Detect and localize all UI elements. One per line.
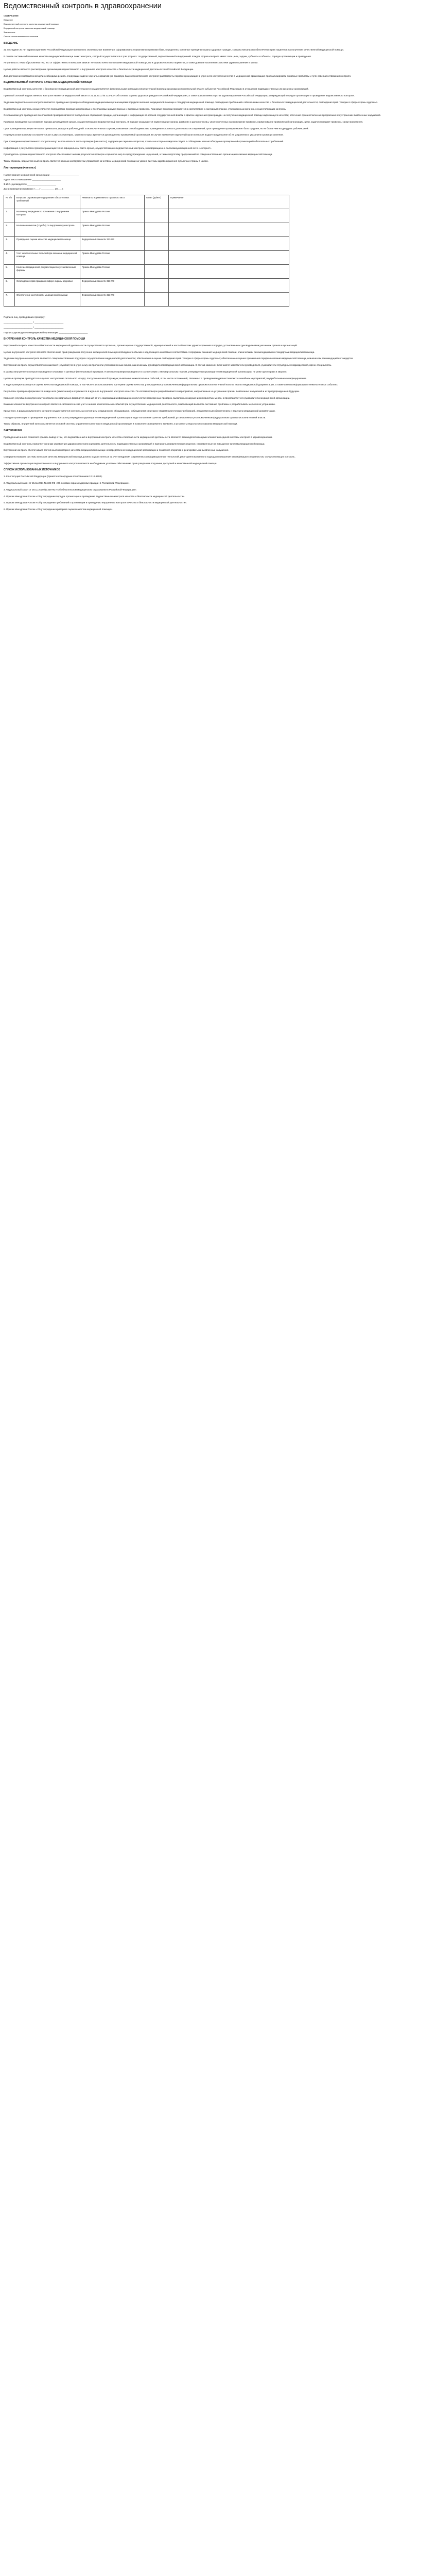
table-header-cell: № п/п [4, 195, 15, 209]
paragraph: Внутренний контроль осуществляется комиссией (службой) по внутреннему контролю или уполномоченным лицом, назначаемым руководителем медицинской организации. В состав комиссии включаются заместители руководителя, руководители структурных подразделений, врачи-специалисты. [4, 364, 332, 367]
paragraph: Задачами внутреннего контроля являются: совершенствование подходов к осуществлению медицинской деятельности; обеспечение и оценка соблюдения прав граждан в сфере охраны здоровья; обеспечение и оценка применения порядков оказания медицинской помощи, клинических рекомендаций и стандартов. [4, 357, 354, 360]
paragraph: Таким образом, ведомственный контроль является важным инструментом управления качеством медицинской помощи на уровне системы здравоохранения субъекта и страны в целом. [4, 160, 208, 162]
table-header-cell: Вопросы, отражающие содержание обязательных требований [15, 195, 80, 209]
table-header-cell: Примечание [169, 195, 289, 209]
paragraph: Актуальность темы обусловлена тем, что от эффективности контроля зависит не только качество оказания медицинской помощи, но и здоровье и жизнь пациентов, а также доверие населения к системе здравоохранения в целом. [4, 61, 258, 64]
paragraph: Совершенствование системы контроля качества медицинской помощи должно осуществляться за счет внедрения современных информационных технологий, риск-ориентированного подхода и повышения квалификации специалистов, осуществляющих контроль. [4, 455, 295, 459]
table-cell [145, 292, 169, 306]
paragraph: 4. Приказ Минздрава России «Об утверждении порядка организации и проведения ведомственного контроля качества и безопасности медицинской деятельности». [4, 495, 185, 498]
table-cell [145, 250, 169, 264]
table-row [4, 292, 289, 306]
checklist-table [4, 195, 289, 307]
table-cell: 1. [4, 209, 15, 223]
toc-item: Введение [4, 19, 13, 21]
table-row [4, 209, 289, 223]
toc-item: Ведомственный контроль качества медицинской помощи [4, 23, 59, 25]
table-cell: Соблюдение прав граждан в сфере охраны здоровья [15, 278, 80, 292]
paragraph: Правовой основой ведомственного контроля являются Федеральный закон от 21.11.2011 № 323-ФЗ «Об основах охраны здоровья граждан в Российской Федерации», а также приказ Министерства здравоохранения Российской Федерации, утверждающий порядок организации и проведения ведомственного контроля. [4, 94, 355, 97]
paragraph: 5. Приказ Минздрава России «Об утверждении требований к организации и проведению внутреннего контроля качества и безопасности медицинской деятельности». [4, 501, 187, 504]
table-cell: Обеспечение доступности медицинской помощи [15, 292, 80, 306]
signature-line: Подпись руководителя медицинской организации ______________________ [4, 331, 88, 334]
table-row [4, 278, 289, 292]
table-cell [169, 292, 289, 306]
form-line: Наименование медицинской организации ______________________ [4, 173, 79, 176]
document-body [4, 42, 432, 511]
document-page [0, 0, 436, 511]
table-row [4, 264, 289, 278]
table-cell: 7. [4, 292, 15, 306]
table-cell [169, 278, 289, 292]
paragraph: Комиссия (служба) по внутреннему контролю ежеквартально формирует сводный отчет, содержащий информацию о количестве проведенных проверок, выявленных нарушениях и принятых мерах, и представляет его руководителю медицинской организации. [4, 396, 290, 399]
table-cell: Учет нежелательных событий при оказании медицинской помощи [15, 250, 80, 264]
paragraph: Эффективная организация ведомственного и внутреннего контроля является необходимым условием обеспечения прав граждан на получение доступной и качественной медицинской помощи. [4, 462, 217, 465]
table-cell [145, 236, 169, 250]
table-cell: Приказ Минздрава России [80, 209, 145, 223]
paragraph: Ведомственный контроль осуществляется посредством проведения плановых и внеплановых документарных и выездных проверок. Плановые проверки проводятся в соответствии с ежегодным планом, утвержденным органом, осуществляющим контроль. [4, 107, 287, 110]
form-line: Дата проведения проверки «___» __________ 20___ г. [4, 187, 64, 190]
toc-item: Список использованных источников [4, 35, 38, 38]
table-cell: 2. [4, 223, 15, 236]
signature-line: ______________________ / ______________________ [4, 320, 64, 324]
paragraph: Для достижения поставленной цели необходимо решить следующие задачи: изучить нормативную правовую базу ведомственного контроля; рассмотреть порядок организации внутреннего контроля качества в медицинской организации; проанализировать основные проблемы и пути совершенствования контроля. [4, 74, 352, 77]
table-cell [145, 209, 169, 223]
paragraph: Проверка проводится на основании приказа руководителя органа, осуществляющего ведомственный контроль. В приказе указываются наименование органа, фамилии и должности лиц, уполномоченных на проведение проверки, наименование проверяемой организации, цели, задачи и предмет проверки, сроки проведения. [4, 120, 363, 123]
table-cell: Федеральный закон № 323-ФЗ [80, 236, 145, 250]
table-cell [169, 264, 289, 278]
table-row [4, 236, 289, 250]
table-header-cell: Реквизиты нормативного правового акта [80, 195, 145, 209]
paragraph: Целью работы является рассмотрение организации ведомственного и внутреннего контроля качества и безопасности медицинской деятельности в Российской Федерации. [4, 68, 194, 71]
table-cell: Наличие медицинской документации по установленным формам [15, 264, 80, 278]
table-cell: Проведение оценки качества медицинской помощи [15, 236, 80, 250]
section-heading-vnutr: ВНУТРЕННИЙ КОНТРОЛЬ КАЧЕСТВА МЕДИЦИНСКОЙ ПОМОЩИ [4, 337, 85, 341]
table-cell [145, 223, 169, 236]
sources-heading: СПИСОК ИСПОЛЬЗОВАННЫХ ИСТОЧНИКОВ [4, 468, 61, 472]
paragraph: Ведомственный контроль позволяет органам управления здравоохранением оценивать деятельность подведомственных организаций и принимать управленческие решения, направленные на повышение качества медицинской помощи. [4, 442, 265, 445]
form-line: Ф.И.О. руководителя ______________________ [4, 182, 57, 185]
page-title: Ведомственный контроль в здравоохранении [4, 2, 162, 10]
signature-line: ______________________ / ______________________ [4, 326, 64, 329]
table-cell [145, 278, 169, 292]
paragraph: Ведомственный контроль качества и безопасности медицинской деятельности осуществляется федеральными органами исполнительной власти и органами исполнительной власти субъектов Российской Федерации в отношении подведомственных им органов и организаций. [4, 88, 309, 91]
paragraph: Целью внутреннего контроля является обеспечение прав граждан на получение медицинской помощи необходимого объема и надлежащего качества в соответствии с порядками оказания медицинской помощи, клиническими рекомендациями и стандартами медицинской помощи. [4, 350, 315, 353]
paragraph: Целевые проверки проводятся в случаях: наступления летального исхода; поступления жалоб граждан; выявления нежелательных событий, в том числе осложнений, связанных с проведением диагностических и лечебных мероприятий; внутрибольничного инфицирования. [4, 377, 307, 380]
paragraph: В рамках внутреннего контроля проводятся плановые и целевые (внеплановые) проверки. Плановые проверки проводятся в соответствии с ежеквартальным планом, утвержденным руководителем медицинской организации, не реже одного раза в квартал. [4, 370, 287, 373]
table-cell: Наличие утвержденного положения о внутреннем контроле [15, 209, 80, 223]
section-heading-zakl: ЗАКЛЮЧЕНИЕ [4, 429, 22, 432]
table-cell: Наличие комиссии (службы) по внутреннему контролю [15, 223, 80, 236]
table-cell: Приказ Минздрава России [80, 223, 145, 236]
paragraph: Проведенный анализ позволяет сделать вывод о том, что ведомственный и внутренний контроль качества и безопасности медицинской деятельности являются взаимодополняющими элементами единой системы контроля в здравоохранении. [4, 436, 273, 438]
toc-heading: СОДЕРЖАНИЕ [4, 14, 19, 17]
table-cell [145, 264, 169, 278]
paragraph: В ходе проверки проводится оценка качества медицинской помощи, в том числе с использованием критериев оценки качества, утвержденных уполномоченным федеральным органом исполнительной власти, анализ медицинской документации, а также анализ информации о нежелательных событиях. [4, 383, 338, 386]
table-cell [169, 236, 289, 250]
paragraph: Информация о результатах проверок размещается на официальном сайте органа, осуществляющего ведомственный контроль, в информационно-телекоммуникационной сети «Интернет». [4, 146, 212, 149]
paragraph: Результаты проверок оформляются в виде акта (заключения) и отражаются в журнале внутреннего контроля качества. По итогам проверок разрабатываются мероприятия, направленные на устранение причин выявленных нарушений и их предупреждение в будущем. [4, 389, 300, 393]
toc-item: Внутренний контроль качества медицинской помощи [4, 27, 55, 29]
table-cell: Федеральный закон № 323-ФЗ [80, 278, 145, 292]
paragraph: Руководитель органа ведомственного контроля обеспечивает анализ результатов проверок и принятие мер по предупреждению нарушений, а также подготовку предложений по совершенствованию организации оказания медицинской помощи. [4, 153, 273, 156]
signature-line: Подписи лиц, проводивших проверку: [4, 315, 45, 318]
paragraph: 3. Федеральный закон от 29.11.2010 № 326-ФЗ «Об обязательном медицинском страховании в Российской Федерации». [4, 488, 137, 491]
table-row [4, 223, 289, 236]
toc-item: Заключение [4, 31, 15, 33]
section-heading-intro: ВВЕДЕНИЕ [4, 42, 18, 45]
paragraph: По результатам проверки составляется акт в двух экземплярах, один из которых вручается руководителю проверяемой организации. В случае выявления нарушений орган контроля выдает предписание об их устранении с указанием сроков устранения. [4, 133, 284, 137]
table-cell: 3. [4, 236, 15, 250]
table-cell [169, 209, 289, 223]
paragraph: 1. Конституция Российской Федерации (принята всенародным голосованием 12.12.1993). [4, 475, 102, 478]
paragraph: При проведении ведомственного контроля могут использоваться листы проверки (чек-листы), содержащие перечень вопросов, ответы на которые свидетельствуют о соблюдении или несоблюдении проверяемой организацией обязательных требований. [4, 140, 284, 143]
paragraph: Таким образом, внутренний контроль является основой системы управления качеством в медицинской организации и позволяет своевременно выявлять и устранять недостатки в оказании медицинской помощи. [4, 422, 238, 426]
table-cell: Приказ Минздрава России [80, 264, 145, 278]
paragraph: Порядок организации и проведения внутреннего контроля утверждается руководителем медицинской организации в виде положения с учетом требований, установленных уполномоченным федеральным органом исполнительной власти. [4, 416, 266, 419]
table-of-contents [4, 14, 432, 39]
table-cell [169, 223, 289, 236]
table-header-cell: Ответ (да/нет) [145, 195, 169, 209]
paragraph: 6. Приказ Минздрава России «Об утверждении критериев оценки качества медицинской помощи». [4, 507, 113, 511]
paragraph: Основаниями для проведения внеплановой проверки являются: поступление обращений граждан, организаций и информации от органов государственной власти о фактах нарушения прав граждан на получение медицинской помощи надлежащего качества; истечение срока исполнения предписания об устранении выявленных нарушений. [4, 114, 381, 117]
form-line: Адрес места нахождения ______________________ [4, 178, 61, 181]
form-heading: Лист проверки (чек-лист) [4, 166, 36, 170]
paragraph: Внутренний контроль обеспечивает постоянный мониторинг качества медицинской помощи непосредственно в медицинской организации и позволяет оперативно реагировать на выявленные нарушения. [4, 449, 229, 452]
paragraph: Задачами ведомственного контроля являются: проведение проверок соблюдения медицинскими организациями порядков оказания медицинской помощи и стандартов медицинской помощи; соблюдения требований к обеспечению качества и безопасности медицинской деятельности; соблюдения прав граждан в сфере охраны здоровья. [4, 100, 378, 104]
paragraph: Внутренний контроль качества и безопасности медицинской деятельности осуществляется органами, организациями государственной, муниципальной и частной систем здравоохранения в порядке, установленном руководителями указанных органов и организаций. [4, 344, 298, 347]
table-cell: Федеральный закон № 323-ФЗ [80, 292, 145, 306]
table-cell: Приказ Минздрава России [80, 250, 145, 264]
paragraph: Кроме того, в рамках внутреннего контроля осуществляется контроль за состоянием медицинского оборудования, соблюдением санитарно-эпидемиологических требований, лекарственным обеспечением и ведением медицинской документации. [4, 409, 275, 412]
table-cell: 5. [4, 264, 15, 278]
signature-block [4, 316, 432, 334]
table-row [4, 250, 289, 264]
paragraph: Срок проведения проверки не может превышать двадцати рабочих дней. В исключительных случаях, связанных с необходимостью проведения сложных и длительных исследований, срок проведения проверки может быть продлен, но не более чем на двадцать рабочих дней. [4, 127, 309, 130]
table-cell: 6. [4, 278, 15, 292]
paragraph: 2. Федеральный закон от 21.11.2011 № 323-ФЗ «Об основах охраны здоровья граждан в Российской Федерации». [4, 482, 130, 485]
section-heading-vedom: ВЕДОМСТВЕННЫЙ КОНТРОЛЬ КАЧЕСТВА МЕДИЦИНСКОЙ ПОМОЩИ [4, 81, 92, 84]
table-cell [169, 250, 289, 264]
paragraph: В основе системы обеспечения качества медицинской помощи лежит контроль, который осуществляется в трех формах: государственный, ведомственный и внутренний. Каждая форма контроля имеет свои цели, задачи, субъекты и объекты, порядок организации и проведения. [4, 55, 311, 58]
table-cell: 4. [4, 250, 15, 264]
paragraph: За последние 20 лет здравоохранение Российской Федерации претерпело значительные изменения: сформирована нормативная правовая база, определены основные принципы охраны здоровья граждан, созданы механизмы обеспечения прав пациентов на получение качественной медицинской помощи. [4, 48, 344, 51]
paragraph: Важным элементом внутреннего контроля является систематический учет и анализ нежелательных событий при осуществлении медицинской деятельности, позволяющий выявлять системные проблемы и разрабатывать меры по их устранению. [4, 403, 276, 406]
